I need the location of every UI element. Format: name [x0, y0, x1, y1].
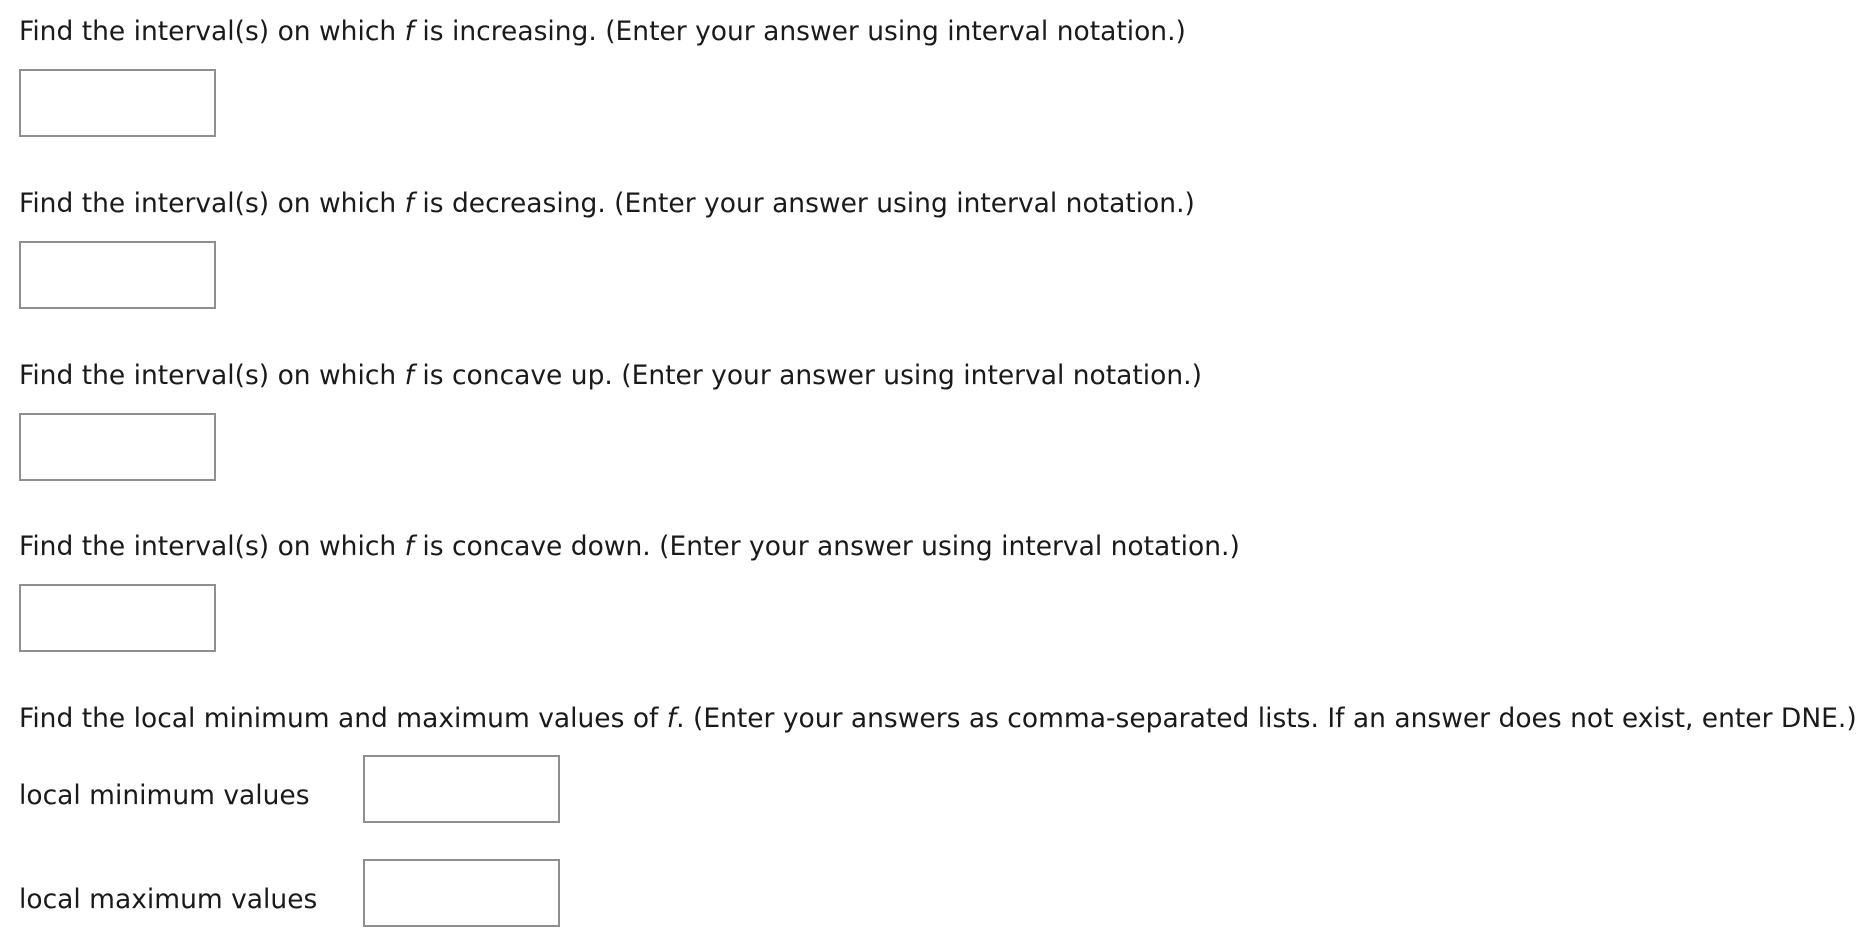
- concave-up-answer-input[interactable]: [19, 413, 216, 481]
- question-text-prefix: Find the local minimum and maximum values of: [19, 703, 667, 734]
- local-minimum-input[interactable]: [363, 755, 560, 823]
- question-text-prefix: Find the interval(s) on which: [19, 531, 405, 562]
- question-local-extrema: [19, 702, 1857, 736]
- decreasing-answer-input[interactable]: [19, 241, 216, 309]
- function-variable: f: [404, 188, 414, 219]
- function-variable: f: [404, 531, 414, 562]
- question-concave-down: [19, 530, 1240, 564]
- question-text-prefix: Find the interval(s) on which: [19, 16, 405, 47]
- function-variable: f: [666, 703, 677, 734]
- local-minimum-label: local minimum values: [19, 780, 310, 811]
- question-concave-up: [19, 359, 1202, 393]
- question-text-prefix: Find the interval(s) on which: [19, 188, 405, 219]
- concave-down-answer-input[interactable]: [19, 584, 216, 652]
- increasing-answer-input[interactable]: [19, 69, 216, 137]
- question-text-suffix: . (Enter your answers as comma-separated lists. If an answer does not exist, enter DNE.): [676, 703, 1857, 734]
- question-increasing: [19, 15, 1186, 49]
- question-text-prefix: Find the interval(s) on which: [19, 360, 405, 391]
- question-text-suffix: is increasing. (Enter your answer using interval notation.): [413, 16, 1186, 47]
- question-decreasing: [19, 187, 1195, 221]
- question-text-suffix: is concave down. (Enter your answer using interval notation.): [413, 531, 1240, 562]
- question-text-suffix: is decreasing. (Enter your answer using interval notation.): [413, 188, 1195, 219]
- local-maximum-input[interactable]: [363, 859, 560, 927]
- function-variable: f: [404, 360, 414, 391]
- function-variable: f: [404, 16, 414, 47]
- local-maximum-label: local maximum values: [19, 884, 318, 915]
- question-text-suffix: is concave up. (Enter your answer using interval notation.): [413, 360, 1202, 391]
